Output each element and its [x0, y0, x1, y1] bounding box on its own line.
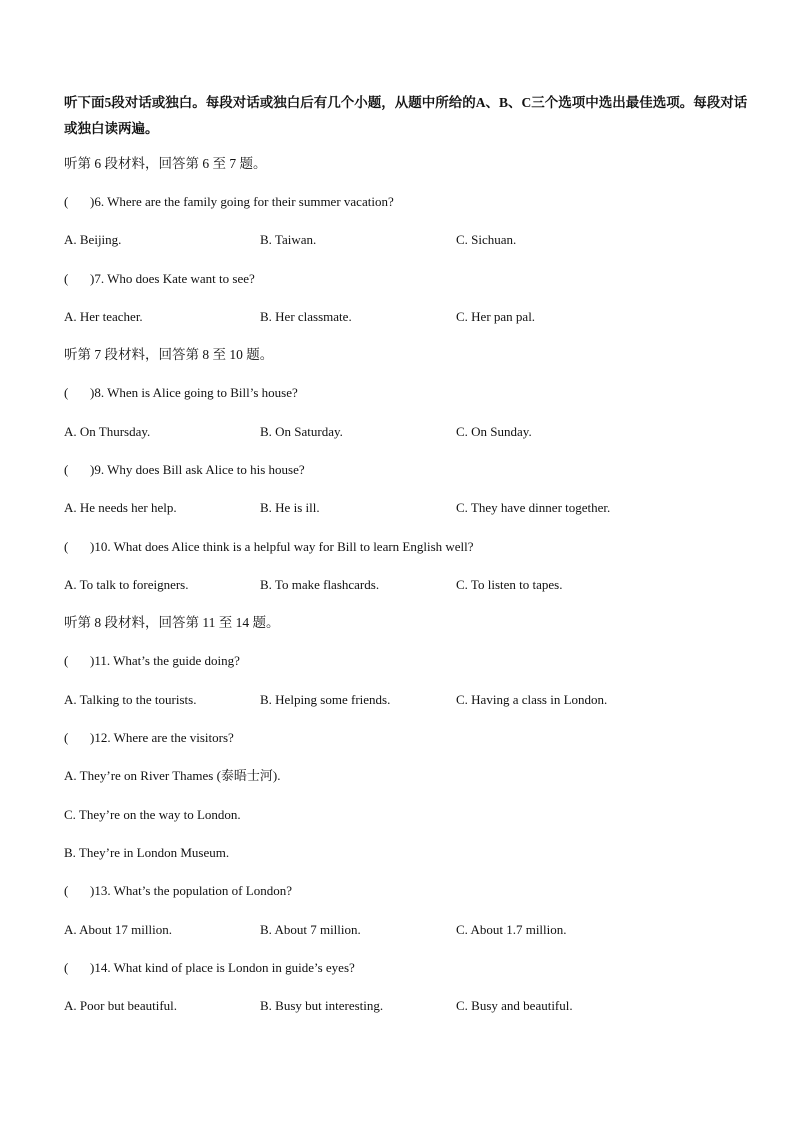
option-c: C. Having a class in London.: [456, 692, 608, 707]
option-a: A. Poor but beautiful.: [64, 998, 178, 1013]
question-text: 6. Where are the family going for their summer vacation?: [94, 194, 394, 209]
question-11: [64, 652, 240, 670]
answer-blank-close: ): [90, 730, 95, 745]
option-c: C. Her pan pal.: [456, 309, 536, 324]
option-c: C. To listen to tapes.: [456, 577, 563, 592]
question-text: 14. What kind of place is London in guide’s eyes?: [94, 960, 355, 975]
answer-blank-open: (: [64, 271, 69, 286]
question-12: [64, 729, 234, 747]
question-text: 11. What’s the guide doing?: [94, 653, 240, 668]
answer-blank-close: ): [90, 194, 95, 209]
answer-blank-open: (: [64, 960, 69, 975]
option-b: B. On Saturday.: [260, 424, 343, 439]
answer-blank-open: (: [64, 653, 69, 668]
option-b: B. About 7 million.: [260, 922, 361, 937]
answer-blank-open: (: [64, 462, 69, 477]
question-text: 13. What’s the population of London?: [94, 883, 292, 898]
question-text: 7. Who does Kate want to see?: [94, 271, 255, 286]
answer-blank-open: (: [64, 730, 69, 745]
option-c: C. Busy and beautiful.: [456, 998, 573, 1013]
options-11: [64, 691, 764, 709]
options-6: [64, 231, 764, 249]
question-text: 8. When is Alice going to Bill’s house?: [94, 385, 298, 400]
answer-blank-open: (: [64, 539, 69, 554]
listening-instructions: 听下面5段对话或独白。每段对话或独白后有几个小题，从题中所给的A、B、C三个选项中选出最佳选项。每段对话或独白读两遍。: [64, 95, 748, 136]
question-text: 9. Why does Bill ask Alice to his house?: [94, 462, 305, 477]
options-7: [64, 308, 764, 326]
option-a: A. He needs her help.: [64, 500, 177, 515]
option-b: B. Her classmate.: [260, 309, 352, 324]
option-b: B. Taiwan.: [260, 232, 317, 247]
option-b: B. Helping some friends.: [260, 692, 391, 707]
answer-blank-close: ): [90, 271, 95, 286]
answer-blank-close: ): [90, 653, 95, 668]
option-c: C. Sichuan.: [456, 232, 517, 247]
question-text: 10. What does Alice think is a helpful way for Bill to learn English well?: [94, 539, 474, 554]
option-b: B. To make flashcards.: [260, 577, 380, 592]
option-a: A. Talking to the tourists.: [64, 692, 197, 707]
option-a: A. About 17 million.: [64, 922, 172, 937]
question-10: [64, 538, 474, 556]
option-a: A. To talk to foreigners.: [64, 577, 189, 592]
option-a: A. Her teacher.: [64, 309, 143, 324]
answer-blank-close: ): [90, 385, 95, 400]
options-8: [64, 423, 764, 441]
answer-blank-close: ): [90, 539, 95, 554]
options-9: [64, 499, 764, 517]
answer-blank-close: ): [90, 883, 95, 898]
section-heading-6: 听第 6 段材料，回答第 6 至 7 题。: [64, 156, 267, 171]
option-b: B. He is ill.: [260, 500, 320, 515]
question-13: [64, 882, 292, 900]
question-7: [64, 270, 255, 288]
section-heading-8: 听第 8 段材料，回答第 11 至 14 题。: [64, 615, 280, 630]
options-13: [64, 921, 764, 939]
option-a: A. They’re on River Thames (泰晤士河).: [64, 768, 281, 783]
option-a: A. On Thursday.: [64, 424, 151, 439]
question-text: 12. Where are the visitors?: [94, 730, 234, 745]
question-9: [64, 461, 305, 479]
answer-blank-open: (: [64, 883, 69, 898]
question-6: [64, 193, 394, 211]
option-b: B. Busy but interesting.: [260, 998, 384, 1013]
option-a: A. Beijing.: [64, 232, 122, 247]
question-8: [64, 384, 298, 402]
option-c: C. About 1.7 million.: [456, 922, 567, 937]
options-14: [64, 997, 764, 1015]
option-b: B. They’re in London Museum.: [64, 845, 230, 860]
option-c: C. On Sunday.: [456, 424, 532, 439]
options-10: [64, 576, 764, 594]
answer-blank-open: (: [64, 194, 69, 209]
answer-blank-close: ): [90, 462, 95, 477]
answer-blank-open: (: [64, 385, 69, 400]
option-c: C. They have dinner together.: [456, 500, 611, 515]
section-heading-7: 听第 7 段材料，回答第 8 至 10 题。: [64, 347, 274, 362]
question-14: [64, 959, 355, 977]
answer-blank-close: ): [90, 960, 95, 975]
option-c: C. They’re on the way to London.: [64, 807, 241, 822]
